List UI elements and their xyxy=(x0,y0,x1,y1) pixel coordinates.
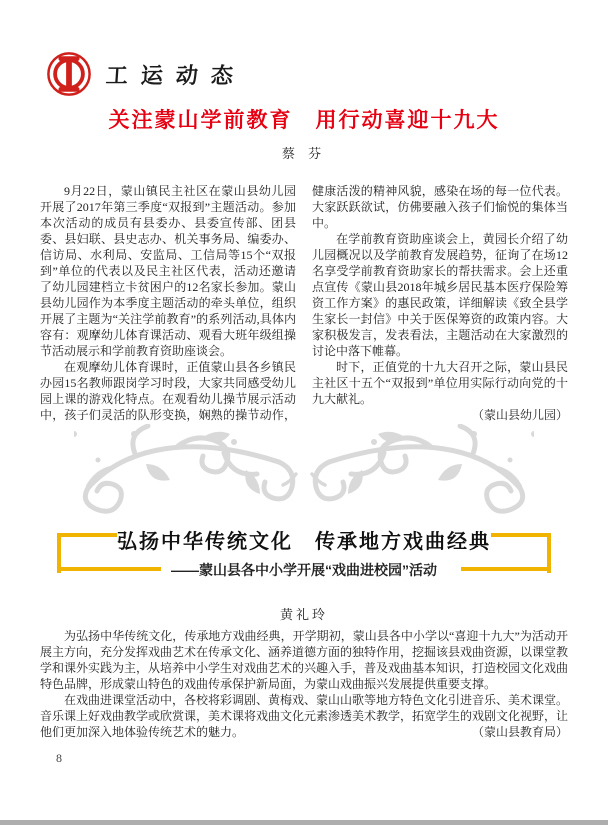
article2-author: 黄礼玲 xyxy=(279,607,328,622)
article2-byline: （蒙山县教育局） xyxy=(471,725,568,739)
paragraph: 时下，正值党的十九大召开之际，蒙山县民主社区十五个“双报到”单位用实际行动向党的十九大献礼。 xyxy=(312,360,568,406)
masthead-title: 工运动态 xyxy=(104,62,247,89)
article1-author: 蔡 芬 xyxy=(281,146,327,161)
union-emblem-icon xyxy=(46,51,92,97)
paragraph: 9月22日，蒙山镇民主社区在蒙山县幼儿园开展了2017年第三季度“双报到”主题活动。参加本次活动的成员有县委办、县委宣传部、团县委、县妇联、县史志办、机关事务局、编委办、信访局、水利局、安监局、工信局等15个“双报到”单位的代表以及民主社区代表，活动还邀请了幼儿园建档立卡贫困户的12名家长参加。蒙山县幼儿园作为本季度主题活动的牵头单位，组织开展了主题为“关注学前教育”的系列活动,具体内容有：观摩幼儿体育课活动、观看大班年级组操节活动展示和学前教育资助座谈会。 xyxy=(40,184,296,358)
paragraph: 在观摩幼儿体育课时，正值蒙山县各乡镇民办园15名教师跟岗学习时段，大家共同感受幼儿园上课的游戏化特点。在观看幼儿操节展示活动中，孩子们灵活的队形变换，娴熟的操节动作，健康活泼的精神风貌，感染在场的每一位代表。大家跃跃欲试，仿佛要融入孩子们愉悦的集体当中。 xyxy=(40,184,568,422)
article1-title: 关注蒙山学前教育 用行动喜迎十九大 xyxy=(108,109,500,132)
article2-subtitle: ——蒙山县各中小学开展“戏曲进校园”活动 xyxy=(171,562,437,578)
paragraph: 在戏曲进课堂活动中，各校将彩调剧、黄梅戏、蒙山山歌等地方特色文化引进音乐、美术课堂。音乐课上好戏曲教学或欣赏课，美术课将戏曲文化元素渗透美术教学，拓宽学生的戏剧文化视野，让他们更加深入地体验传统艺术的魅力。 xyxy=(40,693,569,739)
floral-flourish-icon xyxy=(74,424,534,522)
paragraph: 为弘扬中华传统文化，传承地方戏曲经典，开学期初，蒙山县各中小学以“喜迎十九大”为活动开展主方向，充分发挥戏曲艺术在传承文化、涵养道德方面的独特作用，挖掘该县戏曲资源，以课堂教学和课外实践为主，从培养中小学生对戏曲艺术的兴趣入手，普及戏曲基本知识，打造校园文化戏曲特色品牌，形成蒙山特色的戏曲传承保护新局面，为蒙山戏曲振兴发展提供重要支撑。 xyxy=(40,629,569,691)
article1-byline: （蒙山县幼儿园） xyxy=(471,408,568,422)
page-bottom-edge xyxy=(0,820,608,825)
article1-body xyxy=(40,183,568,423)
page-header xyxy=(46,50,246,98)
page-number: 8 xyxy=(56,751,62,765)
article2-title: 弘扬中华传统文化 传承地方戏曲经典 xyxy=(117,531,491,553)
paragraph: 在学前教育资助座谈会上，黄园长介绍了幼儿园概况以及学前教育发展趋势，征询了在场12名享受学前教育资助家长的帮扶需求。会上还重点宣传《蒙山县2018年城乡居民基本医疗保险筹资工作方案》的惠民政策，详细解读《致全县学生家长一封信》中关于医保筹资的政策内容。大家积极发言，发表看法，主题活动在大家激烈的讨论中落下帷幕。 xyxy=(312,232,568,358)
